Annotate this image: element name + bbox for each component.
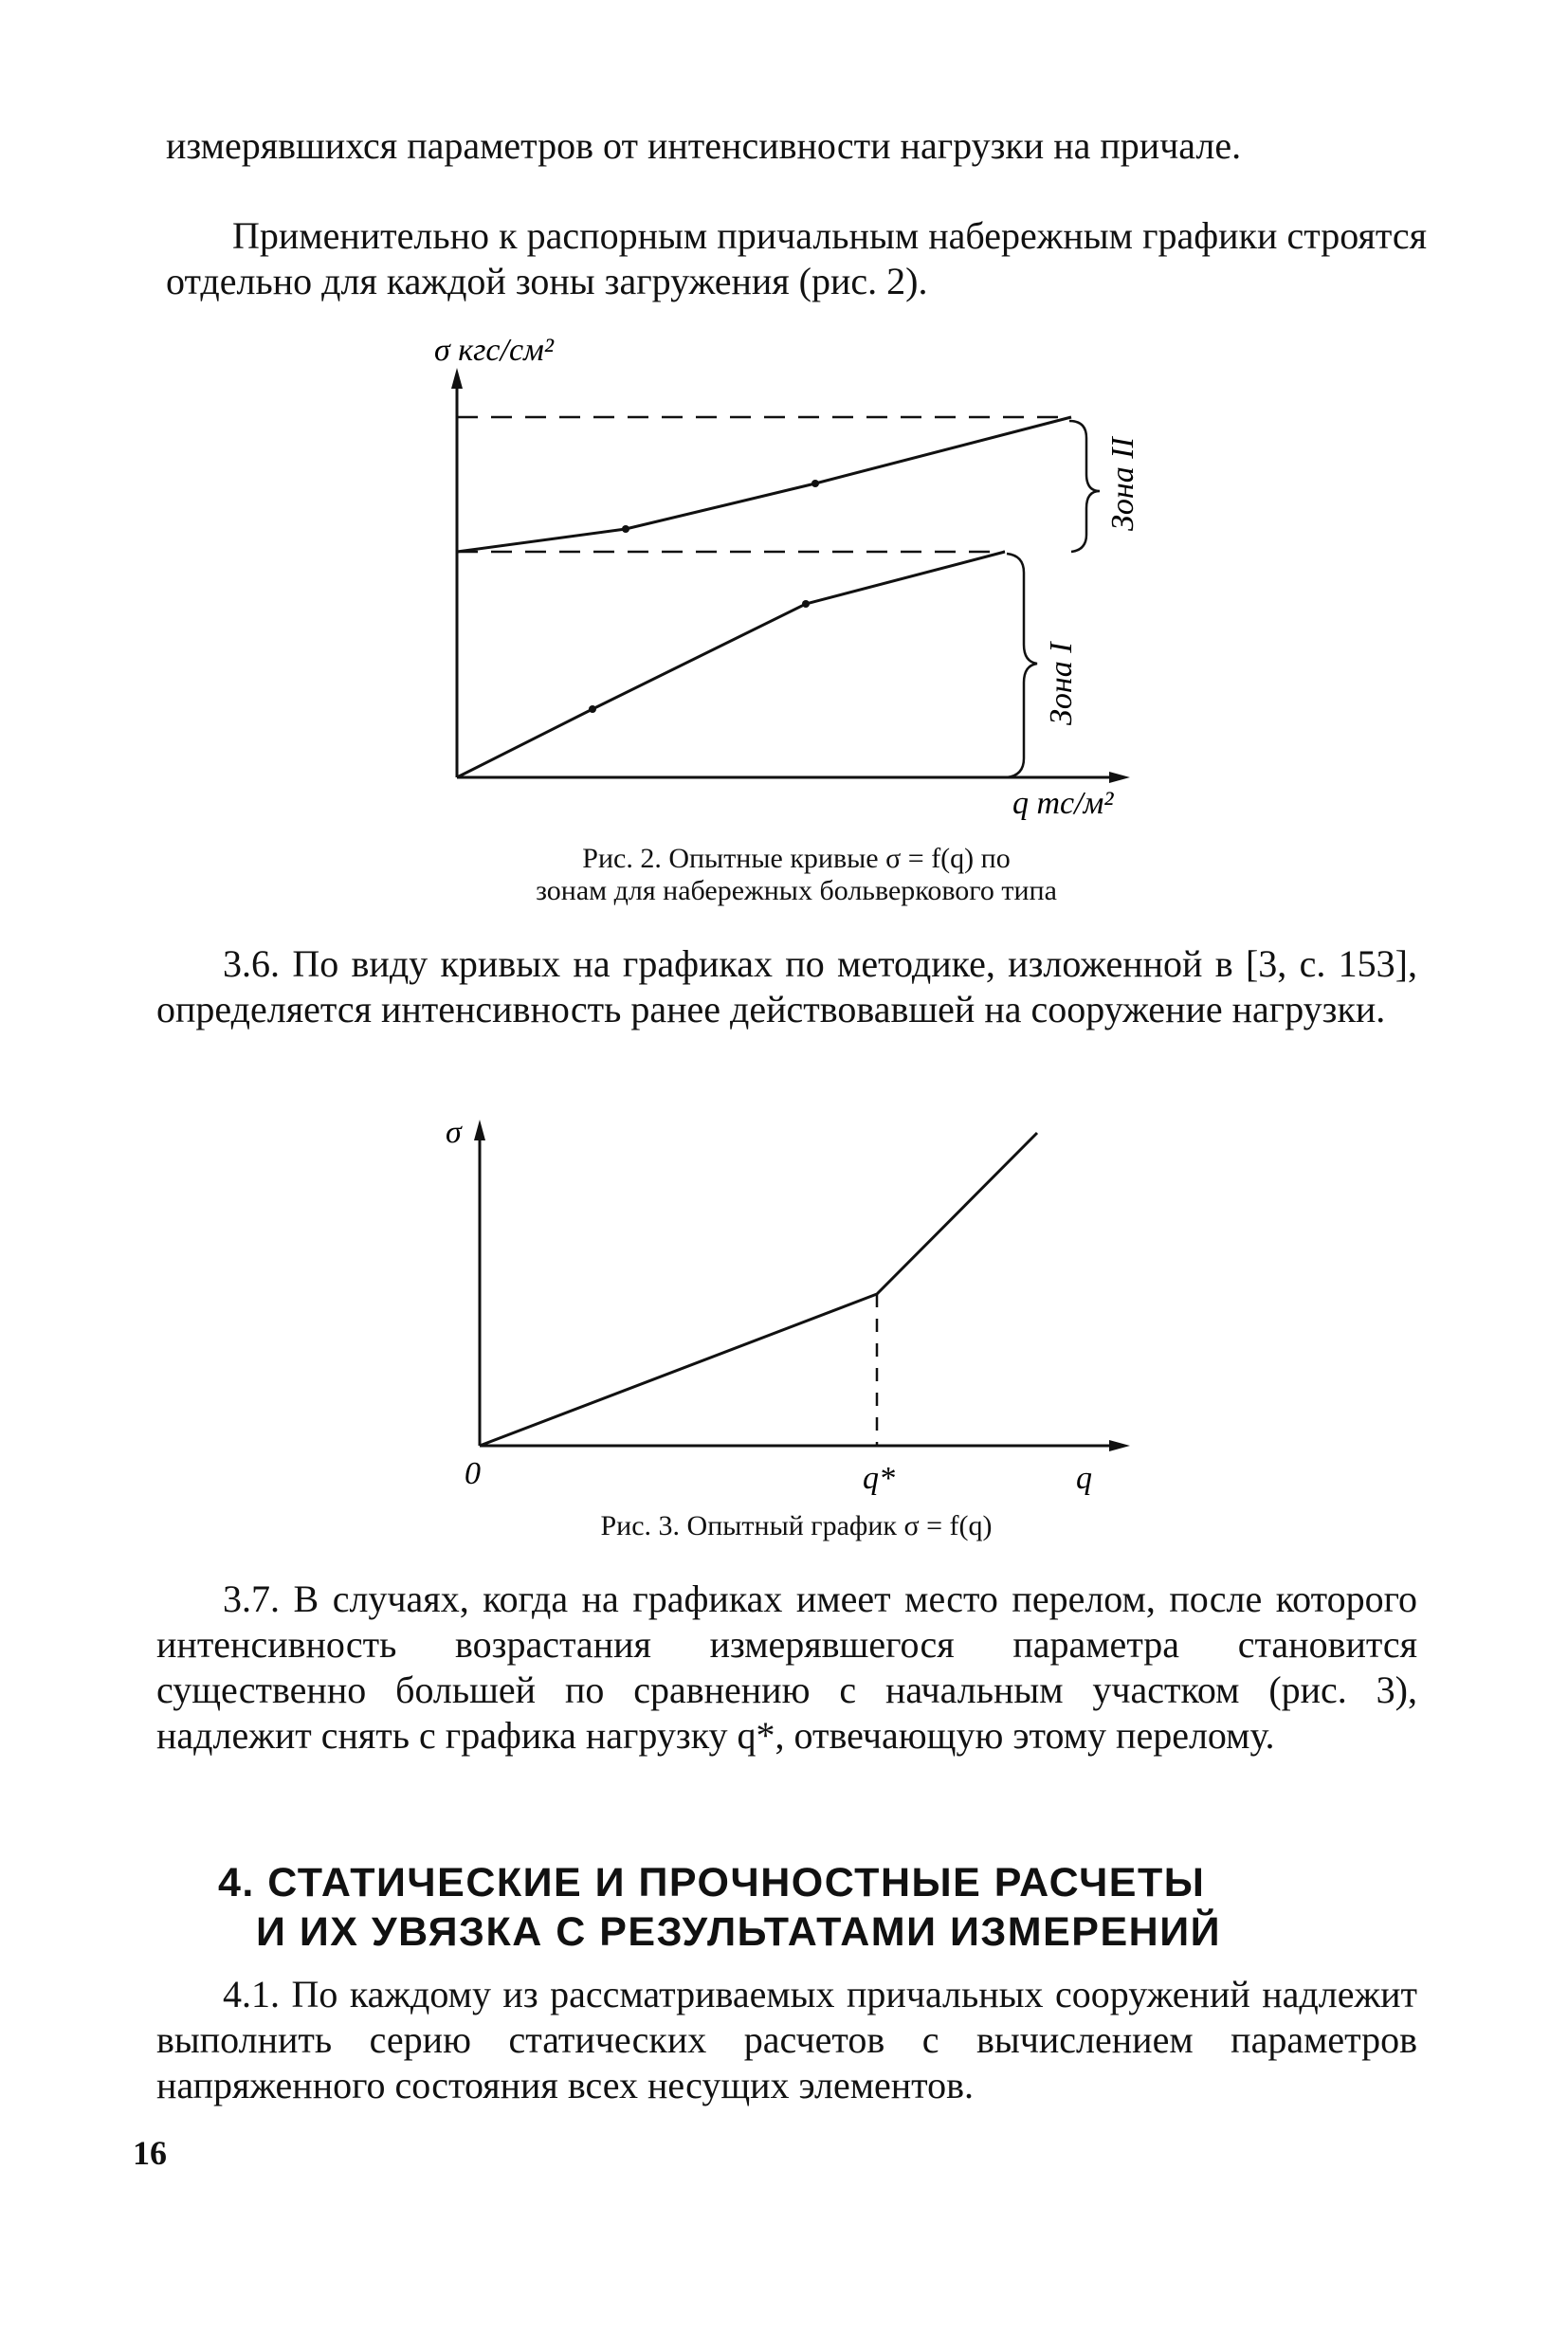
fig2-y-axis-label: σ кгс/см² (434, 333, 554, 368)
fig2-point (622, 525, 629, 533)
figure-3-chart (436, 1104, 1147, 1496)
paragraph-3-7: 3.7. В случаях, когда на графиках имеет место перелом, после которого интенсивность возрастания измерявшегося параметра становится существенно большей по сравнению с начальным участком (рис. 3), надлежит снять с графика нагрузку q*, отвечающую этому перелому. (156, 1577, 1417, 1757)
figure-2-chart (417, 332, 1176, 821)
fig2-y-axis-arrow (451, 368, 463, 389)
fig2-x-axis-arrow (1109, 772, 1130, 783)
fig3-x-axis-arrow (1109, 1440, 1130, 1451)
fig3-series (480, 1133, 1037, 1446)
paragraph-continuation: измерявшихся параметров от интенсивности нагрузки на причале. (166, 124, 1242, 167)
fig2-zone-1-label: Зона I (1044, 642, 1079, 725)
fig2-series-zone-1 (457, 552, 1005, 777)
section-heading-line-1: 4. СТАТИЧЕСКИЕ И ПРОЧНОСТНЫЕ РАСЧЕТЫ (218, 1860, 1206, 1905)
fig2-x-axis-label: q тс/м² (1012, 786, 1114, 821)
fig2-zone-2-label: Зона II (1105, 437, 1140, 531)
figure-2-caption-line-1: Рис. 2. Опытные кривые σ = f(q) по (582, 843, 1011, 874)
fig3-y-axis-label: σ (446, 1115, 462, 1150)
paragraph-3-6: 3.6. По виду кривых на графиках по методике, изложенной в [3, с. 153], определяется интенсивность ранее действовавшей на сооружение нагрузки. (156, 942, 1417, 1030)
section-heading-line-2: И ИХ УВЯЗКА С РЕЗУЛЬТАТАМИ ИЗМЕРЕНИЙ (256, 1909, 1222, 1955)
fig3-origin-label: 0 (465, 1456, 481, 1491)
page-number: 16 (133, 2134, 167, 2172)
fig2-point (589, 705, 596, 713)
fig2-point (811, 480, 819, 487)
fig3-x-axis-label: q (1076, 1461, 1092, 1496)
fig2-brace-zone-1 (1007, 554, 1037, 777)
figure-3-caption: Рис. 3. Опытный график σ = f(q) (600, 1510, 993, 1541)
fig3-break-label: q* (863, 1461, 895, 1496)
fig2-series-zone-2 (457, 417, 1071, 552)
paragraph-graphs-by-zone: Применительно к распорным причальным набережным графики строятся отдельно для каждой зоны загружения (рис. 2). (166, 214, 1427, 302)
paragraph-4-1: 4.1. По каждому из рассматриваемых причальных сооружений надлежит выполнить серию статических расчетов с вычислением параметров напряженного состояния всех несущих элементов. (156, 1973, 1417, 2106)
fig3-y-axis-arrow (474, 1120, 485, 1140)
fig2-point (802, 600, 810, 608)
fig2-brace-zone-2 (1069, 421, 1100, 552)
figure-2-caption-line-2: зонам для набережных больверкового типа (536, 875, 1057, 906)
